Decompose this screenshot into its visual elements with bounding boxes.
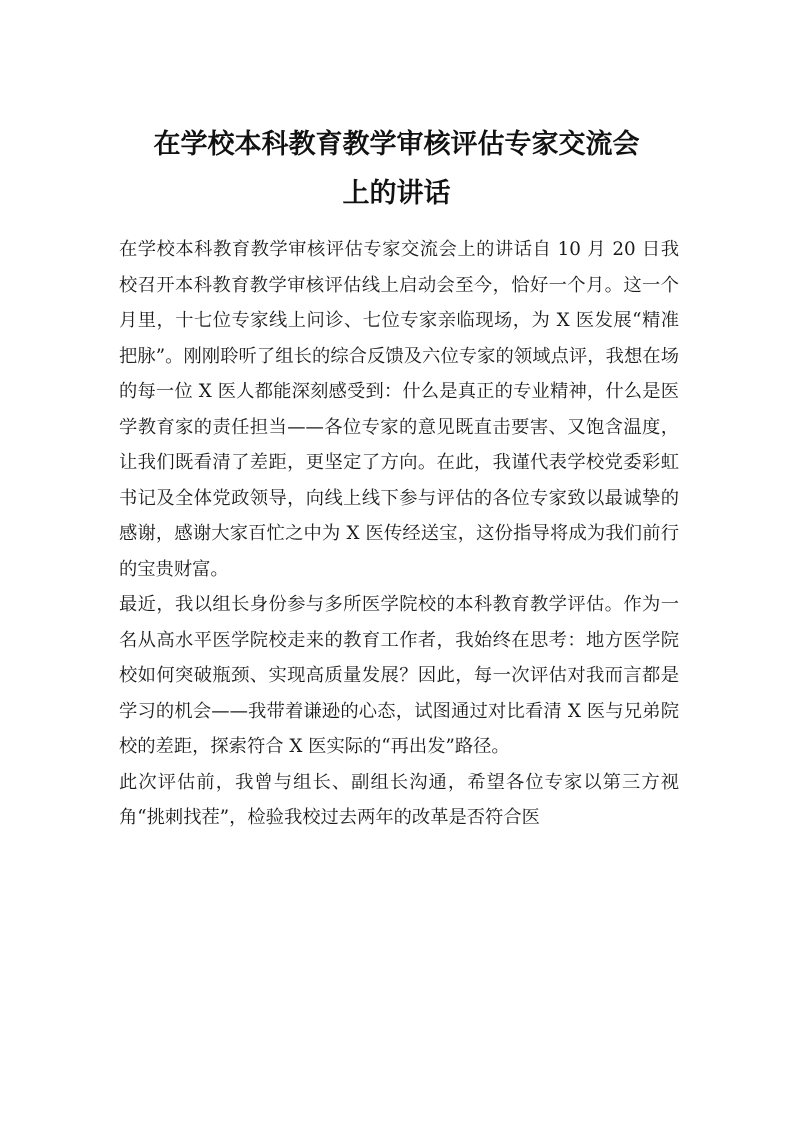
paragraph-2: 最近，我以组长身份参与多所医学院校的本科教育教学评估。作为一名从高水平医学院校走来的教育工作者，我始终在思考：地方医学院校如何突破瓶颈、实现高质量发展？因此，每一次评估对我而言都是学习的机会——我带着谦逊的心态，试图通过对比看清 X 医与兄弟院校的差距，探索符合 X 医实际的“再出发”路径。 bbox=[119, 594, 679, 757]
paragraph-3: 此次评估前，我曾与组长、副组长沟通，希望各位专家以第三方视角“挑刺找茬”，检验我校过去两年的改革是否符合医 bbox=[119, 771, 679, 828]
document-body bbox=[119, 232, 679, 836]
document-title-line-1: 在学校本科教育教学审核评估专家交流会 bbox=[153, 129, 640, 160]
document-title-line-2: 上的讲话 bbox=[342, 178, 451, 209]
paragraph-1: 在学校本科教育教学审核评估专家交流会上的讲话自 10 月 20 日我校召开本科教育教学审核评估线上启动会至今，恰好一个月。这一个月里，十七位专家线上问诊、七位专家亲临现场，为 X 医发展“精准把脉”。刚刚聆听了组长的综合反馈及六位专家的领域点评，我想在场的每一位 X 医人都能深刻感受到：什么是真正的专业精神，什么是医学教育家的责任担当——各位专家的意见既直击要害、又饱含温度，让我们既看清了差距，更坚定了方向。在此，我谨代表学校党委彩虹书记及全体党政领导，向线上线下参与评估的各位专家致以最诚挚的感谢，感谢大家百忙之中为 X 医传经送宝，这份指导将成为我们前行的宝贵财富。 bbox=[119, 239, 679, 580]
